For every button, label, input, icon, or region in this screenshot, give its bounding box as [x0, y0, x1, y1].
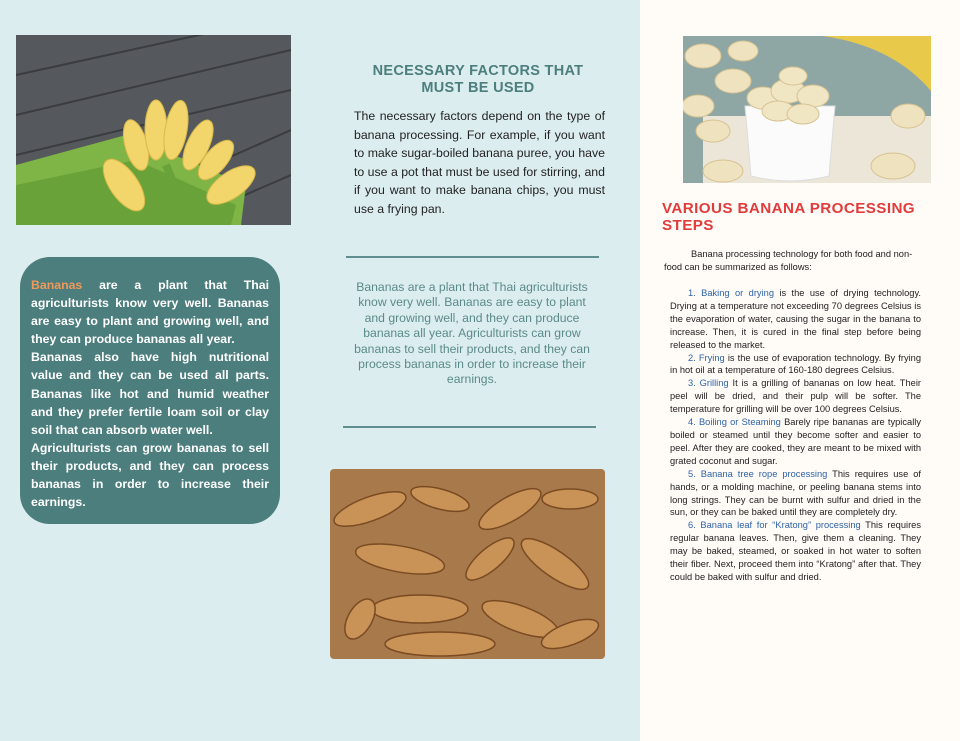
necessary-factors-title: NECESSARY FACTORS THAT MUST BE USED: [372, 63, 584, 96]
step-label: 6. Banana leaf for “Kratong” processing: [688, 520, 861, 531]
necessary-factors-body: The necessary factors depend on the type of banana processing. For example, if you want to make sugar-boiled banana puree, you have to use a pot that must be used for stirring, and if you want to make banana chips, you must use a frying pan.: [354, 109, 605, 216]
step-item: 4. Boiling or Steaming Barely ripe bananas are typically boiled or steamed until they become softer and easier to peel. After they are cooked, they are meant to be mixed with grated coconut and sugar.: [670, 417, 921, 466]
step-label: 3. Grilling: [688, 378, 729, 389]
card-paragraph-2: Bananas also have high nutritional value and they can be used all parts. Bananas like hot and humid weather and they prefer fertile loam soil or clay soil that can absorb water well.: [31, 350, 269, 437]
card-paragraph-3: Agriculturists can grow bananas to sell their products, and they can process bananas in order to increase their earnings.: [31, 440, 269, 510]
step-label: 2. Frying: [688, 352, 725, 363]
highlight-word: Bananas: [31, 278, 83, 292]
divider-top: [346, 256, 599, 258]
step-item: 2. Frying is the use of evaporation technology. By frying in hot oil at a temperature of 160-180 degrees Celsius.: [670, 352, 922, 376]
processing-intro: Banana processing technology for both food and non-food can be summarized as follows:: [664, 249, 913, 272]
divider-bottom: [343, 426, 596, 428]
step-label: 1. Baking or drying: [688, 288, 774, 298]
banana-chips-photo: [683, 36, 931, 183]
dried-bananas-photo: [330, 469, 605, 659]
step-item: 3. Grilling It is a grilling of bananas on low heat. Their peel will be dried, and their pulp will be softer. The temperature for grilling will be over 100 degrees Celsius.: [670, 378, 921, 415]
bananas-on-leaf-photo: [16, 35, 291, 225]
step-item: 5. Banana tree rope processing This requires use of hands, or a molding machine, or peeling banana stems into long strings. They can be burnt with sulfur and dried in the sun, or they can be baked until they are completely dry.: [670, 468, 921, 518]
banana-quote: Bananas are a plant that Thai agriculturists know very well. Bananas are easy to plant and growing well, and they can produce bananas all year. Agriculturists can grow bananas to sell their products, and they can process bananas in order to increase their earnings.: [354, 280, 590, 387]
step-label: 4. Boiling or Steaming: [688, 417, 781, 428]
card-paragraph-1: Bananas are a plant that Thai agriculturists know very well. Bananas are easy to plant and growing well, and they can produce bananas all year.: [31, 278, 269, 347]
step-item: 6. Banana leaf for “Kratong” processing This requires regular banana leaves. Then, give them a cleaning. They may be baked, steamed, or soaked in hot water to soften their fiber. Next, proceed them into “Kratong” after that. They could be baked with sulfur and dried.: [670, 520, 921, 582]
processing-steps-title: VARIOUS BANANA PROCESSING STEPS: [662, 200, 916, 234]
processing-steps-list: [670, 287, 921, 584]
step-item: 1. Baking or drying is the use of drying technology. Drying at a temperature not exceeding 70 degrees Celsius is the evaporation of water, causing the sugar in the banana to increase. Then, it is cured in the final step before being released to the market.: [670, 288, 921, 350]
intro-card: [20, 257, 280, 524]
step-label: 5. Banana tree rope processing: [688, 468, 828, 479]
